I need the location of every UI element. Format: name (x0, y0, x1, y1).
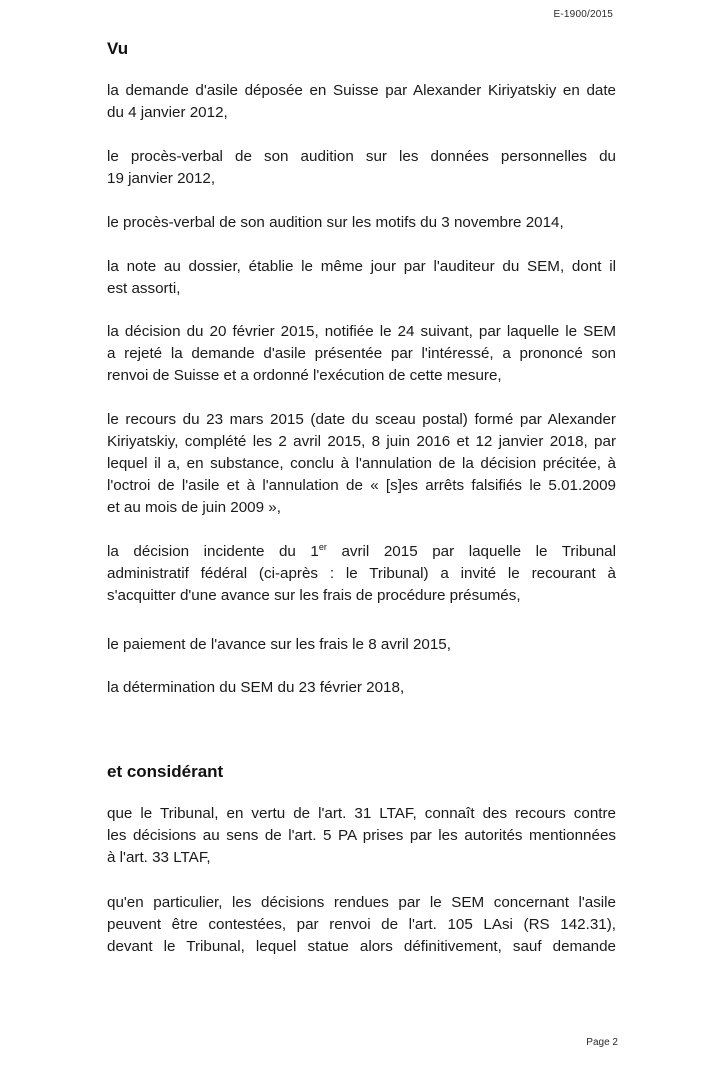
text-line: et au mois de juin 2009 », (107, 499, 281, 516)
vu-paragraph-advance-payment (107, 634, 616, 656)
text-line: a rejeté la demande d'asile présentée par l'intéressé, a prononcé son (107, 345, 616, 362)
text-line: la note au dossier, établie le même jour par l'auditeur du SEM, dont il (107, 258, 616, 275)
text-line: du 4 janvier 2012, (107, 104, 228, 121)
text-line: à l'art. 33 LTAF, (107, 849, 211, 866)
text-fragment: avril 2015 par laquelle le Tribunal (326, 543, 617, 560)
text-line: qu'en particulier, les décisions rendues par le SEM concernant l'asile (107, 894, 616, 911)
vu-paragraph-appeal (107, 409, 616, 519)
vu-paragraph-sem-determination (107, 677, 616, 699)
vu-paragraph-hearing-motives (107, 212, 616, 234)
vu-paragraph-incidental-decision (107, 541, 616, 607)
text-line: la détermination du SEM du 23 février 2018, (107, 679, 405, 696)
section-heading-considerant: et considérant (107, 762, 224, 781)
text-line: est assorti, (107, 280, 181, 297)
text-line: devant le Tribunal, lequel statue alors définitivement, sauf demande (107, 938, 616, 955)
vu-paragraph-sem-decision (107, 321, 616, 387)
text-line: la décision du 20 février 2015, notifiée le 24 suivant, par laquelle le SEM (107, 323, 616, 340)
text-line (107, 541, 616, 563)
text-line: le recours du 23 mars 2015 (date du sceau postal) formé par Alexander (107, 411, 616, 428)
vu-paragraph-hearing-personal-data (107, 146, 616, 190)
text-line: les décisions au sens de l'art. 5 PA prises par les autorités mentionnées (107, 827, 616, 844)
superscript-ordinal: er (318, 541, 327, 552)
text-line: le procès-verbal de son audition sur les motifs du 3 novembre 2014, (107, 214, 564, 231)
text-line: lequel il a, en substance, conclu à l'annulation de la décision précitée, à (107, 455, 616, 472)
text-line: s'acquitter d'une avance sur les frais de procédure présumés, (107, 587, 521, 604)
text-line: peuvent être contestées, par renvoi de l'art. 105 LAsi (RS 142.31), (107, 916, 616, 933)
text-line: que le Tribunal, en vertu de l'art. 31 LTAF, connaît des recours contre (107, 805, 616, 822)
text-line: 19 janvier 2012, (107, 170, 216, 187)
page-number: Page 2 (586, 1037, 618, 1048)
text-line: renvoi de Suisse et a ordonné l'exécution de cette mesure, (107, 367, 502, 384)
text-line: l'octroi de l'asile et à l'annulation de « [s]es arrêts falsifiés le 5.01.2009 (107, 477, 616, 494)
text-line: la demande d'asile déposée en Suisse par Alexander Kiriyatskiy en date (107, 82, 616, 99)
text-fragment: la décision incidente du 1 (107, 543, 319, 560)
text-line: administratif fédéral (ci-après : le Tribunal) a invité le recourant à (107, 565, 616, 582)
considerant-paragraph-jurisdiction (107, 803, 616, 869)
case-reference: E-1900/2015 (553, 9, 613, 20)
text-line: le paiement de l'avance sur les frais le 8 avril 2015, (107, 636, 451, 653)
section-heading-vu: Vu (107, 39, 129, 58)
vu-paragraph-asylum-request (107, 80, 616, 124)
text-line: Kiriyatskiy, complété les 2 avril 2015, 8 juin 2016 et 12 janvier 2018, par (107, 433, 616, 450)
text-line: le procès-verbal de son audition sur les données personnelles du (107, 148, 616, 165)
considerant-paragraph-asylum-decisions (107, 892, 616, 958)
vu-paragraph-file-note (107, 256, 616, 300)
